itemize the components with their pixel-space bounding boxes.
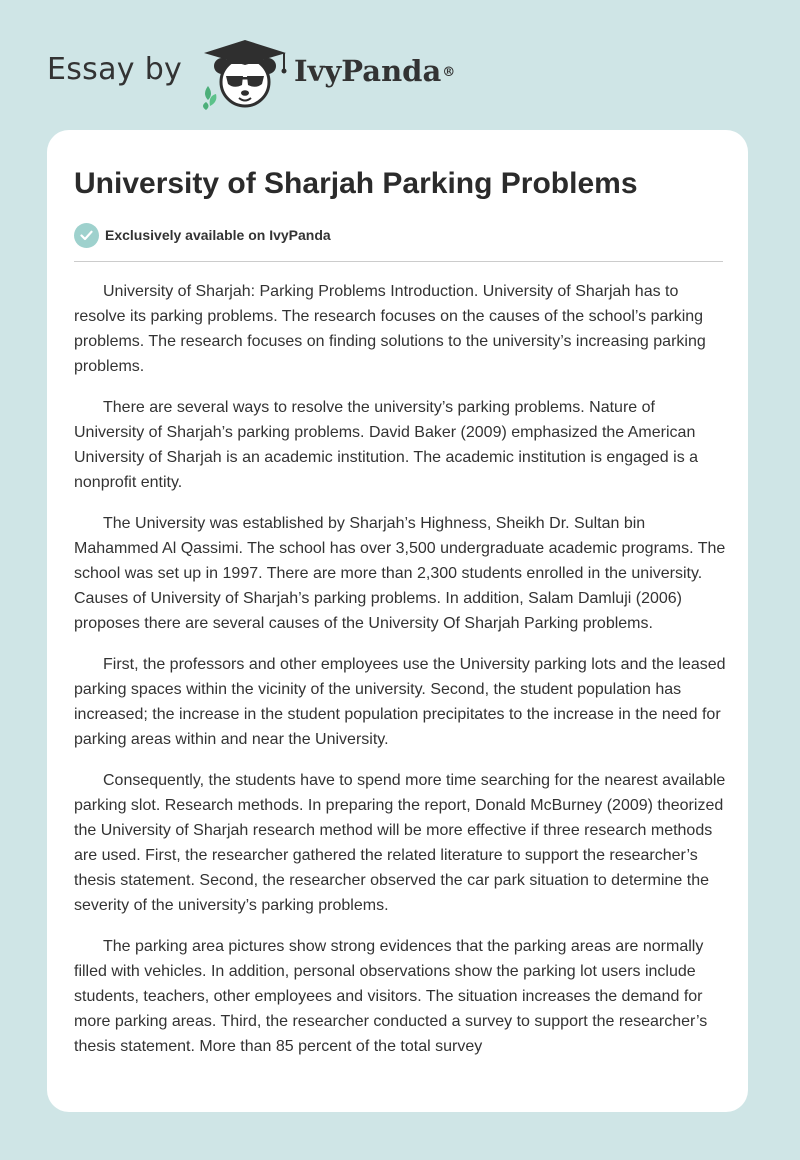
exclusive-badge-label: Exclusively available on IvyPanda: [105, 227, 331, 243]
check-circle-icon: [74, 223, 99, 248]
paragraph: The parking area pictures show strong evidences that the parking areas are normally filled with vehicles. In addition, personal observations show the parking lot users include students, teachers, other employees and visitors. The situation increases the demand for more parking areas. Third, the researcher conducted a survey to support the researcher’s thesis statement. More than 85 percent of the total survey: [74, 938, 708, 1055]
paragraph: There are several ways to resolve the university’s parking problems. Nature of University of Sharjah’s parking problems. David Baker (2009) emphasized the American University of Sharjah is an academic institution. The academic institution is engaged is a nonprofit entity.: [74, 399, 699, 491]
panda-graduate-icon[interactable]: [200, 36, 290, 110]
essay-card: [47, 130, 748, 1112]
paragraph: Consequently, the students have to spend more time searching for the nearest available parking slot. Research methods. In preparing the report, Donald McBurney (2009) theorized the University of Sharjah research method will be more effective if three research methods are used. First, the researcher gathered the related literature to support the researcher’s thesis statement. Second, the researcher observed the car park situation to determine the severity of the university’s parking problems.: [74, 772, 726, 914]
site-header: [0, 0, 800, 130]
paragraph: University of Sharjah: Parking Problems Introduction. University of Sharjah has to resolve its parking problems. The research focuses on the causes of the school’s parking problems. The research focuses on finding solutions to the university’s increasing parking problems.: [74, 283, 706, 375]
brand-name: IvyPanda: [294, 54, 442, 88]
exclusive-badge: [74, 222, 331, 248]
paragraph: First, the professors and other employees use the University parking lots and the leased parking spaces within the vicinity of the university. Second, the student population has increased; the increase in the student population precipitates to the increase in the need for parking areas within and near the University.: [74, 656, 726, 748]
page-title: University of Sharjah Parking Problems: [74, 167, 638, 200]
divider: [74, 261, 723, 262]
paragraph: The University was established by Sharjah’s Highness, Sheikh Dr. Sultan bin Mahammed Al Qassimi. The school has over 3,500 undergraduate academic programs. The school was set up in 1997. There are more than 2,300 students enrolled in the university. Causes of University of Sharjah’s parking problems. In addition, Salam Damluji (2006) proposes there are several causes of the University Of Sharjah Parking problems.: [74, 515, 726, 632]
brand-logo[interactable]: [294, 53, 455, 89]
essay-body: [74, 279, 729, 1075]
registered-mark: ®: [442, 65, 456, 80]
essay-by-label: Essay by: [47, 52, 183, 87]
